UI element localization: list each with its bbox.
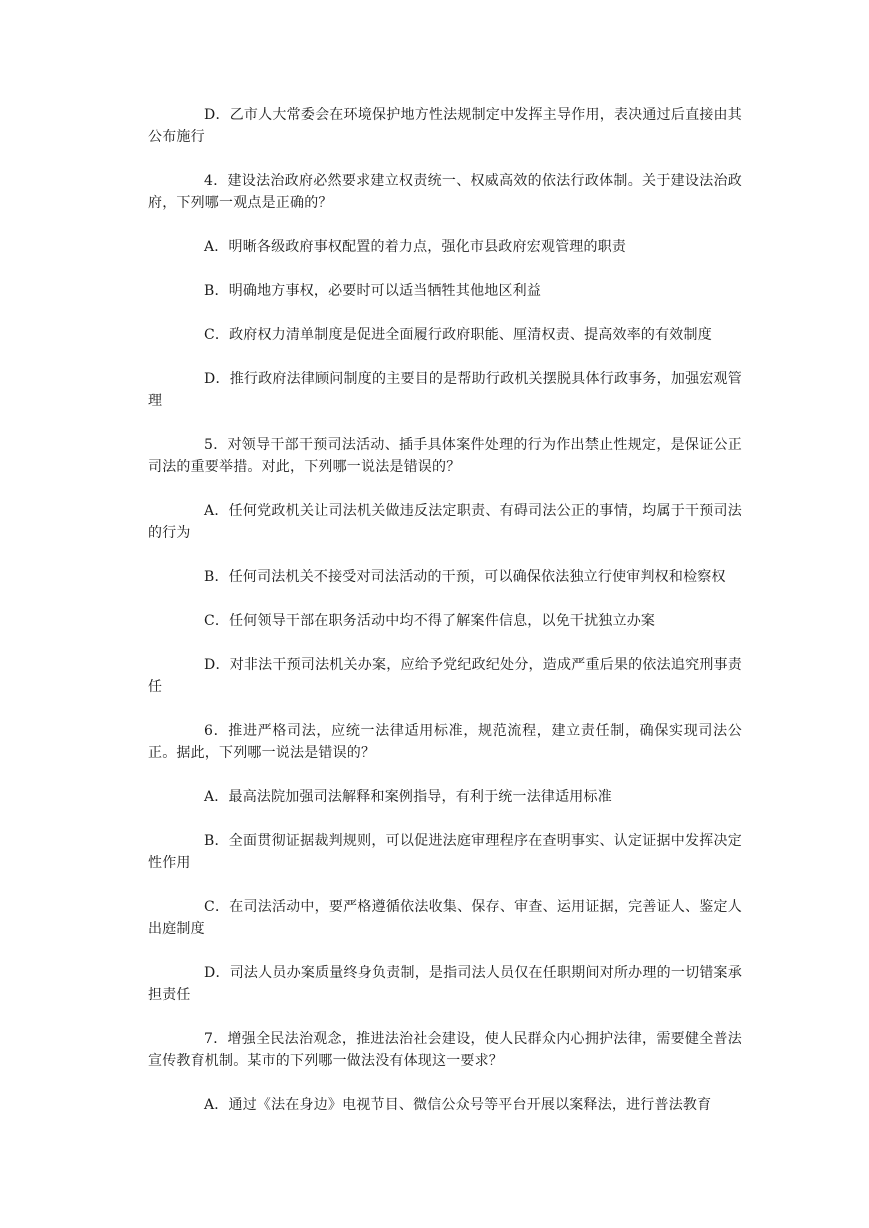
question-6: 6．推进严格司法，应统一法律适用标准，规范流程，建立责任制，确保实现司法公正。据此，下列哪一说法是错误的？ bbox=[148, 723, 742, 761]
option-4a: A．明晰各级政府事权配置的着力点，强化市县政府宏观管理的职责 bbox=[204, 239, 627, 255]
option-4b: B．明确地方事权，必要时可以适当牺牲其他地区利益 bbox=[204, 283, 542, 299]
option-5b: B．任何司法机关不接受对司法活动的干预，可以确保依法独立行使审判权和检察权 bbox=[204, 569, 726, 585]
question-7: 7．增强全民法治观念，推进法治社会建设，使人民群众内心拥护法律，需要健全普法宣传教育机制。某市的下列哪一做法没有体现这一要求？ bbox=[148, 1031, 742, 1069]
option-6b: B．全面贯彻证据裁判规则，可以促进法庭审理程序在查明事实、认定证据中发挥决定性作用 bbox=[148, 833, 742, 871]
option-6a: A．最高法院加强司法解释和案例指导，有利于统一法律适用标准 bbox=[204, 789, 612, 805]
question-5: 5．对领导干部干预司法活动、插手具体案件处理的行为作出禁止性规定，是保证公正司法的重要举措。对此，下列哪一说法是错误的？ bbox=[148, 437, 742, 475]
option-6d: D．司法人员办案质量终身负责制，是指司法人员仅在任职期间对所办理的一切错案承担责任 bbox=[148, 965, 742, 1003]
option-7a: A．通过《法在身边》电视节目、微信公众号等平台开展以案释法，进行普法教育 bbox=[204, 1097, 712, 1113]
option-3d: D．乙市人大常委会在环境保护地方性法规制定中发挥主导作用，表决通过后直接由其公布施行 bbox=[148, 107, 742, 145]
question-4: 4．建设法治政府必然要求建立权责统一、权威高效的依法行政体制。关于建设法治政府，下列哪一观点是正确的？ bbox=[148, 173, 742, 211]
option-5d: D．对非法干预司法机关办案，应给予党纪政纪处分，造成严重后果的依法追究刑事责任 bbox=[148, 657, 742, 695]
option-4c: C．政府权力清单制度是促进全面履行政府职能、厘清权责、提高效率的有效制度 bbox=[204, 327, 712, 343]
option-5a: A．任何党政机关让司法机关做违反法定职责、有碍司法公正的事情，均属于干预司法的行为 bbox=[148, 503, 742, 541]
option-5c: C．任何领导干部在职务活动中均不得了解案件信息，以免干扰独立办案 bbox=[204, 613, 656, 629]
option-4d: D．推行政府法律顾问制度的主要目的是帮助行政机关摆脱具体行政事务，加强宏观管理 bbox=[148, 371, 742, 409]
option-6c: C．在司法活动中，要严格遵循依法收集、保存、审查、运用证据，完善证人、鉴定人出庭制度 bbox=[148, 899, 742, 937]
